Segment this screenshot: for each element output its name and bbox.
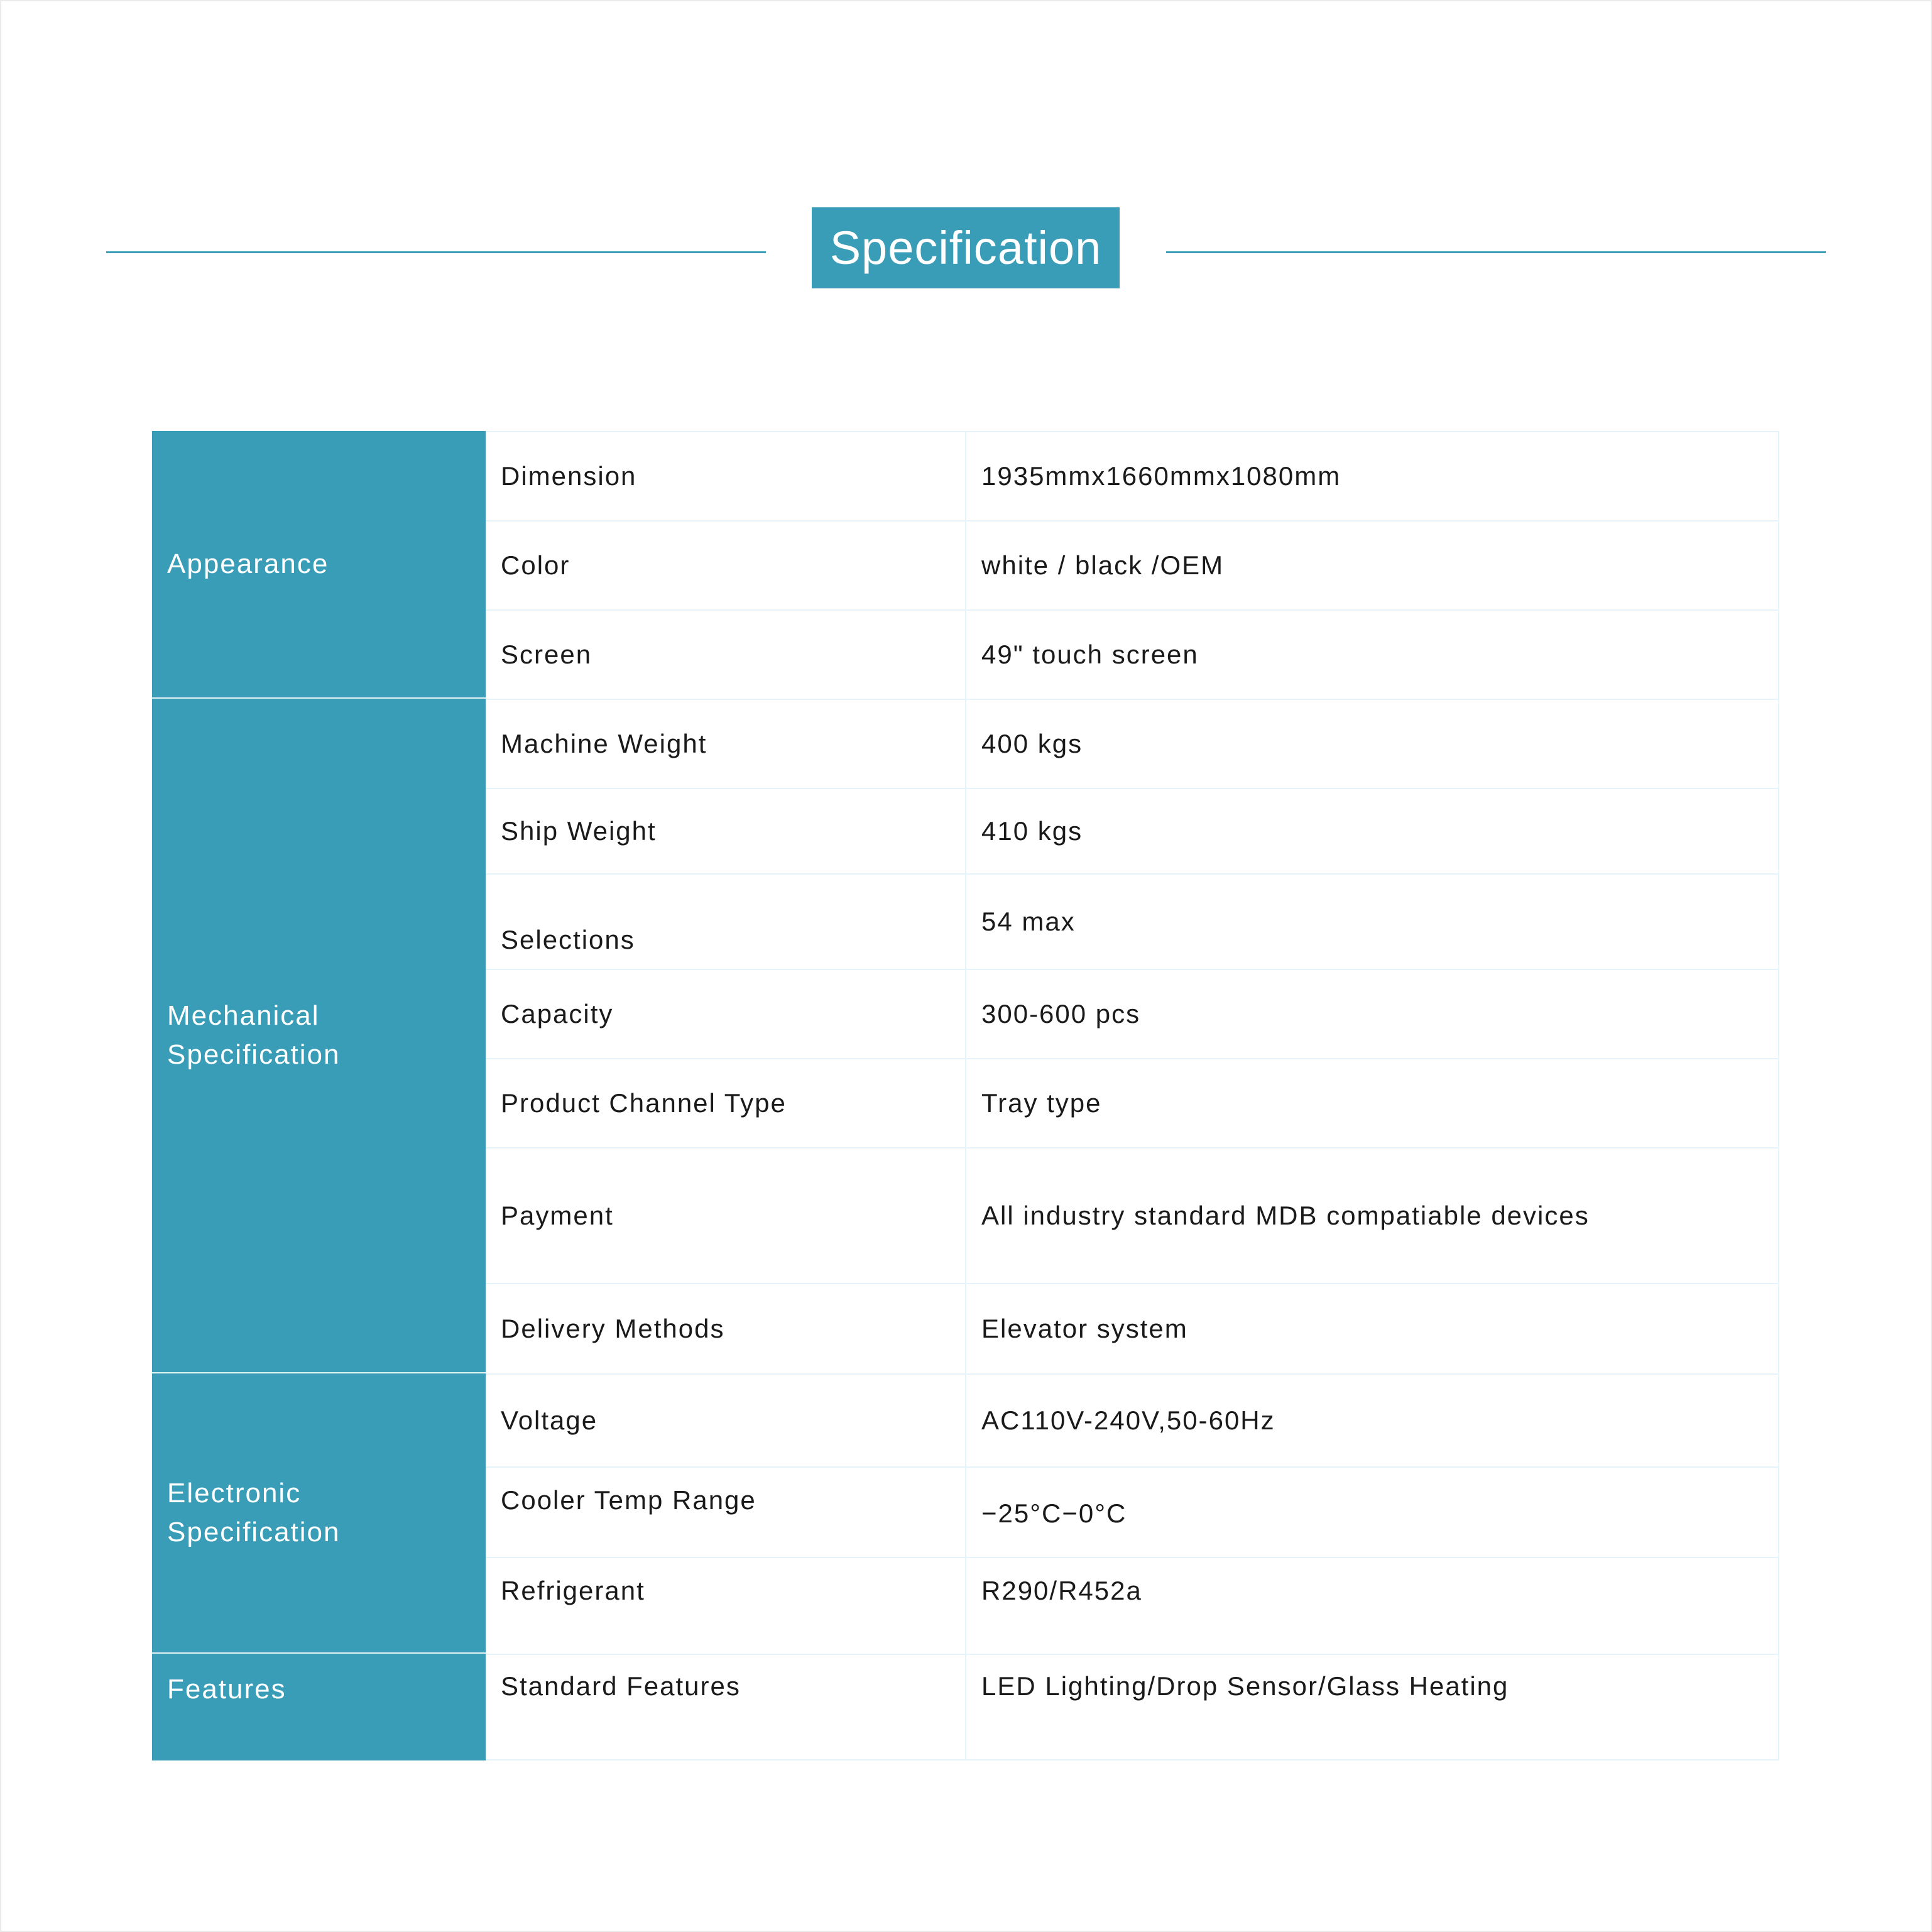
spec-value: white / black /OEM xyxy=(966,521,1779,609)
category-label-line: Electronic xyxy=(167,1478,302,1509)
spec-key: Selections xyxy=(486,875,966,969)
spec-value: 400 kgs xyxy=(966,700,1779,788)
spec-key: Ship Weight xyxy=(486,789,966,873)
category-features xyxy=(152,1654,486,1760)
spec-key: Delivery Methods xyxy=(486,1284,966,1373)
table-row xyxy=(486,609,1779,699)
title-rule-left xyxy=(106,251,766,253)
table-row xyxy=(486,1466,1779,1557)
spec-value: LED Lighting/Drop Sensor/Glass Heating xyxy=(966,1655,1779,1759)
spec-value: R290/R452a xyxy=(966,1558,1779,1654)
spec-key: Standard Features xyxy=(486,1655,966,1759)
table-row xyxy=(486,788,1779,873)
category-electronic xyxy=(152,1373,486,1654)
spec-key: Capacity xyxy=(486,970,966,1058)
table-row xyxy=(486,1058,1779,1147)
spec-key: Screen xyxy=(486,611,966,699)
table-row xyxy=(486,1654,1779,1760)
spec-value: 410 kgs xyxy=(966,789,1779,873)
category-appearance xyxy=(152,431,486,699)
spec-key: Product Channel Type xyxy=(486,1059,966,1147)
spec-value: Tray type xyxy=(966,1059,1779,1147)
spec-value: 300-600 pcs xyxy=(966,970,1779,1058)
category-label-line: Specification xyxy=(167,1517,341,1547)
spec-key: Machine Weight xyxy=(486,700,966,788)
category-label-line: Specification xyxy=(167,1039,341,1070)
page-title: Specification xyxy=(812,207,1120,288)
category-label: Features xyxy=(167,1674,287,1705)
spec-value: 1935mmx1660mmx1080mm xyxy=(966,432,1779,520)
spec-key: Refrigerant xyxy=(486,1558,966,1654)
table-row xyxy=(486,520,1779,609)
title-rule-right xyxy=(1166,251,1826,253)
spec-key: Color xyxy=(486,521,966,609)
table-row xyxy=(486,1557,1779,1654)
category-label-line: Mechanical xyxy=(167,1000,320,1031)
category-label: Appearance xyxy=(167,548,329,579)
table-row xyxy=(486,1373,1779,1466)
spec-value: −25°C−0°C xyxy=(966,1468,1779,1557)
category-mechanical xyxy=(152,699,486,1373)
spec-key: Voltage xyxy=(486,1375,966,1466)
spec-table xyxy=(152,431,1779,1760)
spec-value: AC110V-240V,50-60Hz xyxy=(966,1375,1779,1466)
table-row xyxy=(486,873,1779,969)
spec-key: Cooler Temp Range xyxy=(486,1468,966,1557)
table-row xyxy=(486,699,1779,788)
spec-value: 49" touch screen xyxy=(966,611,1779,699)
table-row xyxy=(486,1147,1779,1283)
category-label xyxy=(167,1474,340,1552)
spec-value: All industry standard MDB compatiable devices xyxy=(966,1149,1779,1283)
table-row xyxy=(486,1283,1779,1373)
table-row xyxy=(486,431,1779,520)
spec-key: Payment xyxy=(486,1149,966,1283)
spec-value: 54 max xyxy=(966,875,1779,969)
spec-value: Elevator system xyxy=(966,1284,1779,1373)
table-row xyxy=(486,969,1779,1058)
category-label xyxy=(167,996,340,1074)
spec-key: Dimension xyxy=(486,432,966,520)
